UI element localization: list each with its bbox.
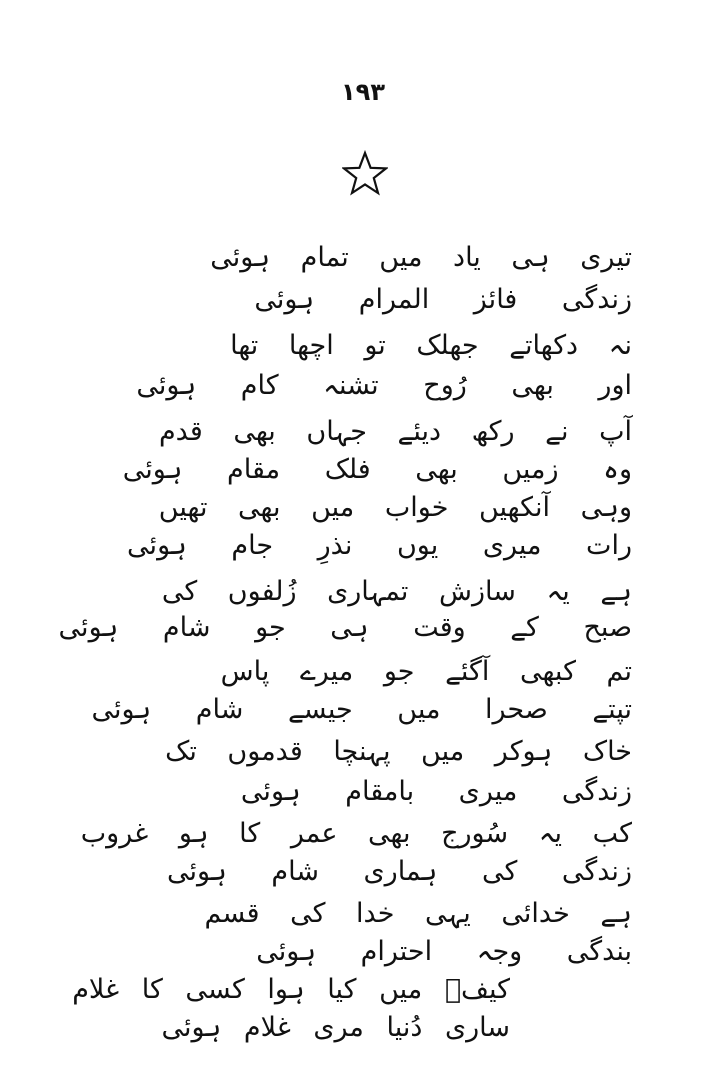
- verse-line: رات میری یوں نذرِ جام ہوئی: [127, 530, 632, 561]
- verse-line: وہ زمیں بھی فلک مقام ہوئی: [122, 454, 632, 485]
- verse-line: تیری ہی یاد میں تمام ہوئی: [210, 242, 632, 273]
- verse-line: خاک ہوکر میں پہنچا قدموں تک: [165, 736, 632, 767]
- verse-line: کیفؔ میں کیا ہوا کسی کا غلام: [72, 974, 510, 1005]
- verse-line: اور بھی رُوح تشنہ کام ہوئی: [136, 370, 632, 401]
- verse-line: بندگی وجہ احترام ہوئی: [256, 936, 632, 967]
- verse-line: ہے یہ سازش تمہاری زُلفوں کی: [161, 576, 632, 607]
- page-number: ۱۹۳: [341, 78, 385, 106]
- poem: [0, 228, 726, 1048]
- verse-line: آپ نے رکھ دیئے جہاں بھی قدم: [158, 416, 632, 447]
- verse-line: صبح کے وقت ہی جو شام ہوئی: [58, 612, 632, 643]
- verse-line: زندگی میری بامقام ہوئی: [240, 776, 632, 807]
- verse-line: وہی آنکھیں خواب میں بھی تھیں: [158, 492, 632, 523]
- verse-line: زندگی فائز المرام ہوئی: [254, 284, 632, 315]
- star-icon: [342, 150, 388, 196]
- verse-line: ہے خدائی یہی خدا کی قسم: [204, 898, 632, 929]
- verse-line: تپتے صحرا میں جیسے شام ہوئی: [91, 694, 632, 725]
- verse-line: تم کبھی آگئے جو میرے پاس: [220, 656, 632, 687]
- verse-line: کب یہ سُورج بھی عمر کا ہو غروب: [80, 818, 632, 849]
- verse-line: ساری دُنیا مری غلام ہوئی: [161, 1012, 510, 1043]
- verse-line: زندگی کی ہماری شام ہوئی: [167, 856, 632, 887]
- verse-line: نہ دکھاتے جھلک تو اچھا تھا: [230, 330, 632, 361]
